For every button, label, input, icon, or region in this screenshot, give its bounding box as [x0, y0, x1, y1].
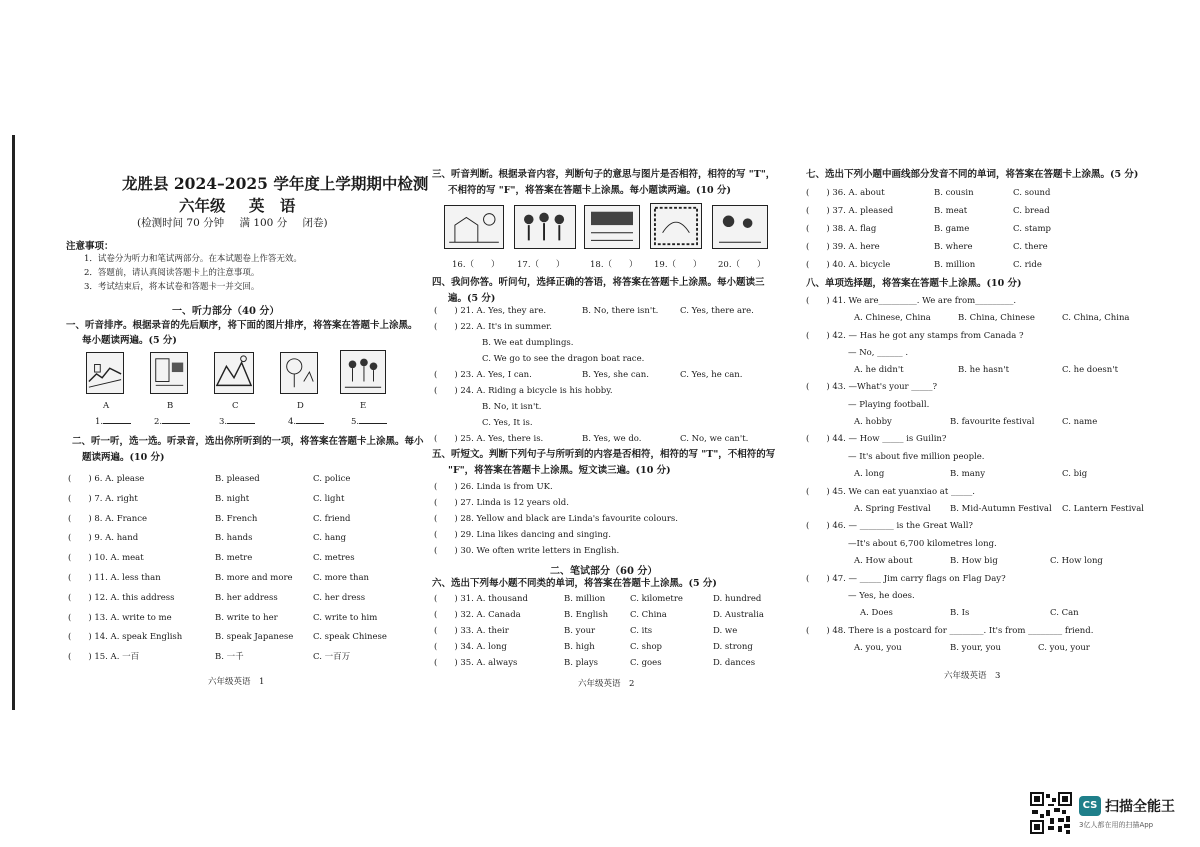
question-reply: — Playing football.	[848, 400, 930, 410]
picture-19	[650, 203, 702, 249]
question-row: ( ) 32. A. Canada B. English C. China D. Australia	[434, 610, 764, 620]
question-row: ( ) 6. A. please B. pleased C. police	[68, 474, 351, 484]
question-row: ( ) 34. A. long B. high C. shop D. strong	[434, 642, 753, 652]
section5-title-cont: "F"，将答案在答题卡上涂黑。短文读三遍。(10 分)	[448, 465, 671, 476]
question-reply: — It's about five million people.	[848, 452, 985, 462]
exam-subtitle	[170, 194, 304, 216]
question-row: ( ) 9. A. hand B. hands C. hang	[68, 533, 347, 543]
question-row: ( ) 24. A. Riding a bicycle is his hobby.	[434, 386, 613, 396]
picture-number: 18.（ ）	[590, 260, 638, 270]
page-footer: 六年级英语 1	[208, 677, 265, 687]
picture-e	[340, 350, 386, 394]
picture-c	[214, 352, 254, 394]
scanner-watermark	[1030, 792, 1190, 834]
question-row: ( ) 31. A. thousand B. million C. kilometre D. hundred	[434, 594, 762, 604]
scene-sketch	[445, 206, 503, 248]
question-row: ( ) 12. A. this address B. her address C. her dress	[68, 593, 366, 603]
camscanner-logo-icon: CS	[1079, 796, 1101, 816]
question-reply: —It's about 6,700 kilometres long.	[848, 539, 997, 549]
picture-16	[444, 205, 504, 249]
picture-b	[150, 352, 188, 394]
kids-sketch	[515, 206, 575, 248]
brand-name: 扫描全能王	[1105, 799, 1175, 815]
people-sketch	[341, 351, 385, 393]
picture-number: 17.（ ）	[517, 260, 565, 270]
question-row: ( ) 8. A. France B. French C. friend	[68, 514, 351, 524]
section2-title-cont: 题读两遍。(10 分)	[82, 452, 165, 463]
question-row: ( ) 22. A. It's in summer.	[434, 322, 552, 332]
question-options: A. Chinese, China B. China, Chinese C. China, China	[854, 313, 1130, 323]
picture-label: A	[103, 401, 110, 411]
question-row: ( ) 13. A. write to me B. write to her C. write to him	[68, 613, 378, 623]
section3-title-cont: 不相符的写 "F"，将答案在答题卡上涂黑。每小题读两遍。(10 分)	[448, 185, 731, 196]
picture-label: E	[360, 401, 367, 411]
picture-17	[514, 205, 576, 249]
answer-blank: 1.	[95, 417, 131, 427]
exam-info	[137, 215, 340, 230]
picture-20	[712, 205, 768, 249]
question-stem: ( ) 41. We are_________. We are from_________.	[806, 296, 1017, 306]
answer-blank: 5.	[351, 417, 387, 427]
exam-full-marks: 满 100 分	[239, 217, 288, 229]
section3-title: 三、听音判断。根据录音内容，判断句子的意思与图片是否相符，相符的写 "T"，	[432, 169, 776, 180]
notes-title: 注意事项：	[66, 241, 114, 252]
scan-edge-line	[12, 135, 15, 710]
answer-blank: 4.	[288, 417, 324, 427]
question-options: A. you, you B. your, you C. you, your	[854, 643, 1090, 653]
question-row: ( ) 38. A. flag B. game C. stamp	[806, 224, 1051, 234]
family-sketch	[713, 206, 767, 248]
question-option: B. No, it isn't.	[482, 402, 542, 412]
question-options: A. long B. many C. big	[854, 469, 1088, 479]
question-row: ( ) 15. A. 一百 B. 一千 C. 一百万	[68, 652, 351, 662]
section7-title: 七、选出下列小题中画线部分发音不同的单词，将答案在答题卡上涂黑。(5 分)	[806, 169, 1139, 180]
picture-number: 20.（ ）	[718, 260, 766, 270]
section8-title: 八、单项选择题，将答案在答题卡上涂黑。(10 分)	[806, 278, 1022, 289]
exam-closed-book: 闭卷)	[302, 217, 328, 229]
question-options: A. hobby B. favourite festival C. name	[854, 417, 1098, 427]
room-sketch	[151, 353, 187, 393]
subject-label: 英 语	[248, 196, 296, 215]
question-stem: ( ) 42. — Has he got any stamps from Canada ?	[806, 331, 1024, 341]
picture-number: 19.（ ）	[654, 260, 702, 270]
question-row: ( ) 10. A. meat B. metre C. metres	[68, 553, 355, 563]
page-footer: 六年级英语 2	[578, 679, 635, 689]
part2-title: 二、笔试部分（60 分）	[550, 566, 658, 577]
question-row: ( ) 23. A. Yes, I can. B. Yes, she can. C. Yes, he can.	[434, 370, 743, 380]
question-row: ( ) 33. A. their B. your C. its D. we	[434, 626, 738, 636]
note-item: 2．答题前，请认真阅读答题卡上的注意事项。	[84, 268, 260, 278]
grade-label: 六年级	[179, 196, 226, 215]
question-options: A. he didn't B. he hasn't C. he doesn't	[854, 365, 1118, 375]
classroom-sketch	[585, 206, 639, 248]
statement-row: ( ) 27. Linda is 12 years old.	[434, 498, 569, 508]
question-options: A. Spring Festival B. Mid-Autumn Festival C. Lantern Festival	[854, 504, 1145, 514]
question-stem: ( ) 44. — How _____ is Guilin?	[806, 434, 947, 444]
page-footer: 六年级英语 3	[944, 671, 1001, 681]
question-option: B. We eat dumplings.	[482, 338, 574, 348]
section4-title-cont: 遍。(5 分)	[448, 293, 496, 304]
question-stem: ( ) 45. We can eat yuanxiao at _____.	[806, 487, 975, 497]
question-row: ( ) 35. A. always B. plays C. goes D. dances	[434, 658, 756, 668]
question-stem: ( ) 46. — ________ is the Great Wall?	[806, 521, 973, 531]
part1-title: 一、听力部分（40 分）	[172, 306, 280, 317]
tree-sketch	[281, 353, 317, 393]
statement-row: ( ) 29. Lina likes dancing and singing.	[434, 530, 611, 540]
question-options: A. How about B. How big C. How long	[854, 556, 1103, 566]
answer-blank: 2.	[154, 417, 190, 427]
section4-title: 四、我问你答。听问句，选择正确的答语，将答案在答题卡上涂黑。每小题读三	[432, 277, 765, 288]
statement-row: ( ) 28. Yellow and black are Linda's favourite colours.	[434, 514, 678, 524]
brand-tagline: 3亿人都在用的扫描App	[1079, 821, 1154, 829]
question-row: ( ) 37. A. pleased B. meat C. bread	[806, 206, 1050, 216]
picture-label: B	[167, 401, 174, 411]
question-option: C. We go to see the dragon boat race.	[482, 354, 645, 364]
mountain-sketch	[215, 353, 253, 393]
question-stem: ( ) 43. —What's your _____?	[806, 382, 938, 392]
answer-blank: 3.	[219, 417, 255, 427]
section1-title: 一、听音排序。根据录音的先后顺序，将下面的图片排序，将答案在答题卡上涂黑。	[66, 320, 418, 331]
question-row: ( ) 7. A. right B. night C. light	[68, 494, 345, 504]
question-row: ( ) 39. A. here B. where C. there	[806, 242, 1048, 252]
question-stem: ( ) 47. — _____ Jim carry flags on Flag Day?	[806, 574, 1006, 584]
section5-title: 五、听短文。判断下列句子与所听到的内容是否相符，相符的写 "T"，不相符的写	[432, 449, 776, 460]
question-reply: — Yes, he does.	[848, 591, 915, 601]
question-reply: — No, ______ .	[848, 348, 909, 358]
question-row: ( ) 11. A. less than B. more and more C. more than	[68, 573, 370, 583]
picture-number: 16.（ ）	[452, 260, 500, 270]
statement-row: ( ) 30. We often write letters in English.	[434, 546, 620, 556]
picture-18	[584, 205, 640, 249]
great-wall-sketch	[87, 353, 123, 393]
question-options: A. Does B. Is C. Can	[860, 608, 1079, 618]
question-row: ( ) 25. A. Yes, there is. B. Yes, we do. C. No, we can't.	[434, 434, 749, 444]
section2-title: 二、听一听，选一选。听录音，选出你所听到的一项，将答案在答题卡上涂黑。每小	[72, 436, 424, 447]
exam-title: 龙胜县 2024–2025 学年度上学期期中检测	[122, 174, 429, 193]
section6-title: 六、选出下列每小题不同类的单词，将答案在答题卡上涂黑。(5 分)	[432, 578, 717, 589]
picture-a	[86, 352, 124, 394]
picture-label: C	[232, 401, 239, 411]
exam-duration: (检测时间 70 分钟	[137, 217, 225, 229]
picture-d	[280, 352, 318, 394]
question-stem: ( ) 48. There is a postcard for ________. It's from ________ friend.	[806, 626, 1094, 636]
note-item: 3．考试结束后，将本试卷和答题卡一并交回。	[84, 282, 260, 292]
picture-label: D	[297, 401, 304, 411]
section1-title-cont: 每小题读两遍。(5 分)	[82, 335, 177, 346]
note-item: 1．试卷分为听力和笔试两部分。在本试题卷上作答无效。	[84, 254, 302, 264]
question-row: ( ) 21. A. Yes, they are. B. No, there isn't. C. Yes, there are.	[434, 306, 754, 316]
stamp-sketch	[651, 204, 701, 248]
qr-code-icon	[1030, 792, 1072, 834]
statement-row: ( ) 26. Linda is from UK.	[434, 482, 553, 492]
question-row: ( ) 36. A. about B. cousin C. sound	[806, 188, 1051, 198]
question-row: ( ) 40. A. bicycle B. million C. ride	[806, 260, 1042, 270]
question-row: ( ) 14. A. speak English B. speak Japanese C. speak Chinese	[68, 632, 387, 642]
question-option: C. Yes, It is.	[482, 418, 533, 428]
